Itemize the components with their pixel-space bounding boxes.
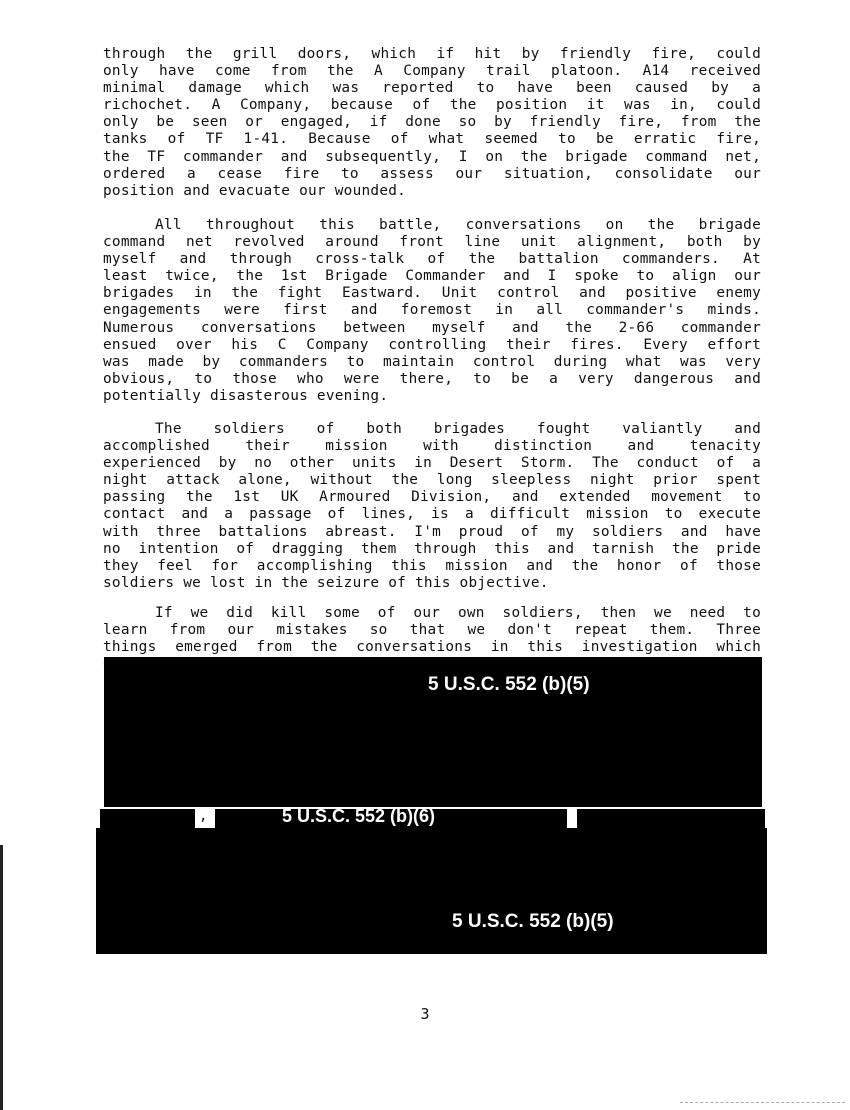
redaction-strip-left [100, 809, 195, 828]
text-line: The soldiers of both brigades fought valiantly and [155, 421, 761, 437]
redaction-label-b5-bottom: 5 U.S.C. 552 (b)(5) [452, 911, 614, 932]
text-line: accomplished their mission with distinction and tenacity [103, 438, 761, 455]
text-line: richochet. A Company, because of the position it was in, could [103, 97, 761, 114]
text-line: experienced by no other units in Desert Storm. The conduct of a [103, 455, 761, 472]
redaction-label-b6: 5 U.S.C. 552 (b)(6) [282, 806, 436, 826]
text-line: soldiers we lost in the seizure of this objective. [103, 574, 549, 591]
text-line: obvious, to those who were there, to be a very dangerous and [103, 370, 761, 387]
redaction-block-b5-top-extension [385, 657, 762, 669]
scan-margin-line [0, 845, 3, 1110]
text-line: through the grill doors, which if hit by friendly fire, could [103, 46, 761, 62]
text-line: only be seen or engaged, if done so by friendly fire, from the [103, 114, 761, 131]
text-line: potentially disasterous evening. [103, 387, 389, 404]
text-line: was made by commanders to maintain control during what was very [103, 353, 761, 370]
text-line: learn from our mistakes so that we don't repeat them. Three [103, 622, 761, 639]
text-line: least twice, the 1st Brigade Commander and I spoke to align our [103, 268, 761, 285]
text-line: ordered a cease fire to assess our situation, consolidate our [103, 165, 761, 182]
redaction-block-b5-bottom [96, 828, 767, 954]
text-line: myself and through cross-talk of the battalion commanders. At [103, 251, 761, 268]
text-line: All throughout this battle, conversations on the brigade [155, 217, 761, 233]
text-line: contact and a passage of lines, is a difficult mission to execute [103, 506, 761, 523]
text-line: with three battalions abreast. I'm proud of my soldiers and have [103, 523, 761, 540]
page-number: 3 [420, 1005, 430, 1023]
text-line: things emerged from the conversations in this investigation which [103, 639, 761, 656]
paragraph-1 [103, 46, 761, 200]
text-line: command net revolved around front line unit alignment, both by [103, 234, 761, 251]
paragraph-3 [103, 421, 761, 592]
paragraph-2 [103, 217, 761, 405]
scan-footer-artifact [680, 1102, 845, 1105]
redaction-comma: , [199, 808, 208, 824]
text-line: night attack alone, without the long sleepless night prior spent [103, 472, 761, 489]
text-line: only have come from the A Company trail platoon. A14 received [103, 63, 761, 80]
text-line: tanks of TF 1-41. Because of what seemed to be erratic fire, [103, 131, 761, 148]
text-line: If we did kill some of our own soldiers, then we need to [155, 605, 761, 621]
redaction-label-b5-top: 5 U.S.C. 552 (b)(5) [428, 674, 590, 695]
text-line: passing the 1st UK Armoured Division, and extended movement to [103, 489, 761, 506]
text-line: ensued over his C Company controlling their fires. Every effort [103, 336, 761, 353]
text-line: engagements were first and foremost in all commander's minds. [103, 302, 761, 319]
redaction-strip-right [577, 809, 765, 828]
text-line: brigades in the fight Eastward. Unit control and positive enemy [103, 285, 761, 302]
text-line: minimal damage which was reported to have been caused by a [103, 80, 761, 97]
text-line: they feel for accomplishing this mission and the honor of those [103, 557, 761, 574]
text-line: the TF commander and subsequently, I on the brigade command net, [103, 148, 761, 165]
text-line: Numerous conversations between myself and the 2-66 commander [103, 319, 761, 336]
text-line: no intention of dragging them through this and tarnish the pride [103, 540, 761, 557]
text-line: position and evacuate our wounded. [103, 182, 407, 199]
